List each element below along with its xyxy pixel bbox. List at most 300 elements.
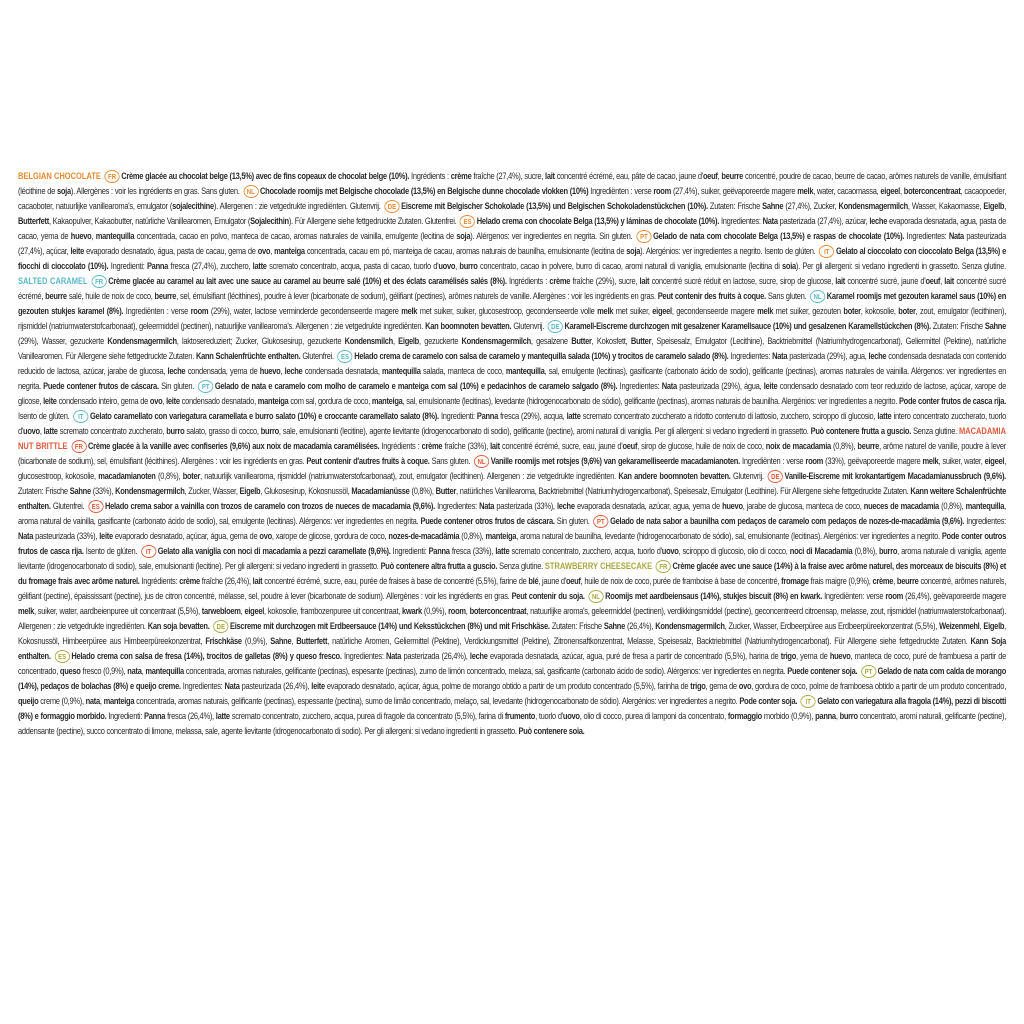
- bold-text: mantequilla: [505, 365, 545, 376]
- bold-text: lait: [252, 575, 263, 586]
- bold-text: Gelado de nata e caramelo com molho de caramelo e manteiga com sal (10%) e pedacinhos de caramelo salgado (8%).: [214, 380, 618, 391]
- bold-text: manteiga: [257, 395, 289, 406]
- bold-text: leche: [167, 365, 186, 376]
- bold-text: Kann weitere Schalenfrüchte enthalten.: [18, 485, 1007, 511]
- plain-text: salato, grasso di cocco,: [184, 425, 261, 436]
- bold-text: Butter: [571, 335, 592, 346]
- plain-text: intero concentrato zuccherato, tuorlo d': [18, 410, 1006, 436]
- plain-text: fresco (0,9%),: [80, 665, 128, 676]
- bold-text: huevo: [259, 365, 281, 376]
- plain-text: (0,9%),: [241, 635, 271, 646]
- plain-text: Senza glutine.: [497, 560, 543, 571]
- language-badge: NL: [810, 290, 825, 303]
- bold-text: manteiga: [371, 395, 403, 406]
- plain-text: Ingredienti:: [108, 260, 147, 271]
- bold-text: leche: [868, 350, 887, 361]
- bold-text: Karamell-Eiscreme durchzogen mit gesalzener Karamellsauce (10%) und gesalzenen Karamellstückchen (8%).: [564, 320, 931, 331]
- flavor-title: BELGIAN CHOCOLATE: [18, 170, 101, 181]
- bold-text: beurre: [45, 290, 67, 301]
- plain-text: pasteurizada (33%),: [33, 530, 100, 541]
- bold-text: uovo: [562, 710, 580, 721]
- plain-text: , Zucker, Wasser, Erdbeerpüree aus Erdbeerpüreekonzentrat (5,5%),: [724, 620, 940, 631]
- plain-text: , gezuckerte: [418, 335, 462, 346]
- bold-text: lait: [835, 275, 846, 286]
- bold-text: Gelato alla vaniglia con noci di macadamia a pezzi caramellate (9,6%).: [157, 545, 391, 556]
- plain-text: ,: [240, 605, 245, 616]
- bold-text: Roomijs met aardbeiensaus (14%), stukjes biscuit (8%) en kwark.: [605, 590, 822, 601]
- plain-text: Ingrédients :: [379, 440, 422, 451]
- bold-text: trigo: [690, 680, 706, 691]
- plain-text: concentrato, cacao in polvere, burro di cacao, aromi naturali di vaniglia, emulsionante (lecitina di: [477, 260, 783, 271]
- plain-text: , jarabe de glucosa, manteca de coco,: [742, 500, 864, 511]
- bold-text: Karamel roomijs met gezouten karamel saus (10%) en gezouten stukjes karamel (8%).: [18, 290, 1006, 316]
- plain-text: (0,8%),: [459, 530, 486, 541]
- bold-text: leite: [99, 530, 113, 541]
- language-badge: ES: [460, 215, 475, 228]
- bold-text: Kann Soja enthalten.: [18, 635, 1006, 661]
- bold-text: huevo: [70, 230, 92, 241]
- plain-text: ,: [280, 365, 285, 376]
- plain-text: scremato concentrato zuccherato,: [57, 425, 167, 436]
- plain-text: , Kakaopulver, Kakaobutter, natürliche Vanillearomen, Emulgator (: [48, 215, 251, 226]
- bold-text: mantequilla: [965, 500, 1005, 511]
- flavor-title: SALTED CARAMEL: [18, 275, 88, 286]
- plain-text: scremato concentrato, acqua, pasta di cacao, tuorlo d': [266, 260, 439, 271]
- plain-text: , gesalzene: [530, 335, 572, 346]
- bold-text: oeuf: [925, 275, 941, 286]
- plain-text: Ingrédients:: [139, 575, 180, 586]
- plain-text: fraîche (29%), sucre,: [570, 275, 640, 286]
- bold-text: crème: [179, 575, 200, 586]
- bold-text: uovo: [23, 425, 40, 436]
- bold-text: Gelato al cioccolato con cioccolato Belga (13,5%) e fiocchi di cioccolato (10%).: [18, 245, 1006, 271]
- bold-text: boterconcentraat: [469, 605, 527, 616]
- bold-text: soja: [456, 230, 471, 241]
- language-badge: PT: [593, 515, 608, 528]
- bold-text: Nata: [762, 215, 778, 226]
- plain-text: fraîche (27,4%), sucre,: [471, 170, 546, 181]
- bold-text: sojalecithine: [172, 200, 214, 211]
- bold-text: Eigelb: [239, 485, 261, 496]
- bold-text: oeuf: [702, 170, 718, 181]
- bold-text: Gelato con variegatura alla fragola (14%), pezzi di biscotti (8%) e formaggio morbido.: [18, 695, 1006, 721]
- plain-text: concentré, poudre de cacao, beurre de cacao, arômes naturels de vanille, émulsifiant (lécithine de: [18, 170, 1006, 196]
- bold-text: Gelato caramellato con variegatura caramellata e burro salato (10%) e croccante caramellato salato (8%).: [89, 410, 439, 421]
- plain-text: Senza glutine.: [911, 425, 957, 436]
- plain-text: , tuorlo d': [535, 710, 563, 721]
- plain-text: evaporado desnatado, água, pasta de cacau, gema de: [84, 245, 258, 256]
- bold-text: Crème glacée à la vanille avec confiseries (9,6%) aux noix de macadamia caramélisées.: [88, 440, 380, 451]
- bold-text: Macadamianüsse: [351, 485, 410, 496]
- plain-text: condensado desnatado com teor reduzido de lactose, açúcar, xarope de glicose,: [18, 380, 1006, 406]
- bold-text: room: [885, 590, 904, 601]
- plain-text: (29%), water, lactose verminderde gecondenseerde magere: [208, 305, 402, 316]
- bold-text: crème: [549, 275, 571, 286]
- plain-text: met suiker, gezouten: [773, 305, 844, 316]
- bold-text: lait: [639, 275, 650, 286]
- plain-text: evaporado desnatado, açúcar, água, gema de: [112, 530, 260, 541]
- bold-text: Nata: [224, 680, 240, 691]
- plain-text: frais maigre (0,9%),: [808, 575, 873, 586]
- plain-text: ,: [940, 275, 945, 286]
- bold-text: Nata: [772, 350, 788, 361]
- plain-text: Ingredientes:: [904, 230, 949, 241]
- plain-text: concentrato, aromi naturali, gelificante (pectine), addensante (pectine), succo concentrato di limone, melassa, sale, agente lievitante (idrogenocarbonato di sodio). Per gli allergeni: si vedano ingredienti in grassetto.: [18, 710, 1007, 736]
- bold-text: Nata: [18, 530, 34, 541]
- bold-text: Kan boomnoten bevatten.: [425, 320, 512, 331]
- plain-text: , sal, emulgente (lecitinas), gasificante (carbonato ácido de sodio), gelificante (pectinas), aromas naturales de vainilla. Alérgenos: ver ingredientes en negrita.: [18, 365, 1006, 391]
- plain-text: , kokosolie, frambozenpuree uit concentraat,: [264, 605, 403, 616]
- plain-text: , manteca de coco, puré de frambuesa a partir de concentrado,: [18, 650, 1006, 676]
- plain-text: concentrada, cacao en polvo, manteca de cacao, aromas naturales de vainilla, emulgente (lecitina de: [134, 230, 457, 241]
- bold-text: melk: [401, 305, 418, 316]
- bold-text: oeuf: [565, 575, 581, 586]
- bold-text: Eigelb: [983, 200, 1005, 211]
- bold-text: kwark: [402, 605, 422, 616]
- plain-text: concentrada, cacau em pó, manteiga de cacau, aromas naturais de baunilha, emulsionante (lecitina de: [304, 245, 627, 256]
- bold-text: leche: [556, 500, 575, 511]
- bold-text: crème: [872, 575, 894, 586]
- bold-text: boterconcentraat: [903, 185, 961, 196]
- plain-text: , Glukosesirup, Kokosnussöl,: [260, 485, 352, 496]
- bold-text: Kondensmagermilch: [115, 485, 185, 496]
- bold-text: Butterfett: [18, 215, 49, 226]
- bold-text: eigeel: [984, 455, 1005, 466]
- bold-text: Chocolade roomijs met Belgische chocolade (13,5%) en Belgische dunne chocolade vlokken (10%): [260, 185, 589, 196]
- bold-text: leite: [166, 395, 180, 406]
- bold-text: trigo: [780, 650, 797, 661]
- plain-text: Ingredientes:: [617, 380, 662, 391]
- bold-text: latte: [43, 425, 58, 436]
- plain-text: condensada, yema de: [185, 365, 260, 376]
- plain-text: ,: [91, 230, 96, 241]
- plain-text: scremato concentrato, zucchero, acqua, purea di fragole da concentrato (5,5%), farina di: [229, 710, 505, 721]
- plain-text: salé, huile de noix de coco,: [66, 290, 155, 301]
- bold-text: melk: [757, 305, 774, 316]
- bold-text: ovo: [149, 395, 163, 406]
- bold-text: Kann Schalenfrüchte enthalten.: [195, 350, 301, 361]
- bold-text: Helado crema de caramelo con salsa de caramelo y mantequilla salada (10%) y trocitos de caramelo salado (8%).: [354, 350, 729, 361]
- bold-text: Gelado de nata com chocolate Belga (13,5%) e raspas de chocolate (10%).: [653, 230, 905, 241]
- plain-text: pasteurizada (29%), água,: [676, 380, 764, 391]
- language-badge: NL: [243, 185, 258, 198]
- plain-text: scremato concentrato, zucchero, acqua, tuorlo d': [509, 545, 662, 556]
- plain-text: (33%),: [90, 485, 116, 496]
- bold-text: Weizenmehl: [939, 620, 980, 631]
- plain-text: , aroma naturale di vaniglia, agente lievitante (idrogenocarbonato di sodio), sale, emulsionanti (lecitine). Per gli allergeni: si vedano ingredienti in grassetto.: [18, 545, 1006, 571]
- plain-text: fraîche (26,4%),: [199, 575, 253, 586]
- bold-text: burro: [878, 545, 898, 556]
- bold-text: Peut contenir des fruits à coque.: [657, 290, 766, 301]
- plain-text: , suiker, water,: [938, 455, 985, 466]
- plain-text: , huile de noix de coco, purée de framboise à base de concentré,: [580, 575, 782, 586]
- plain-text: ,: [99, 695, 104, 706]
- bold-text: Panna: [146, 260, 169, 271]
- plain-text: ,: [717, 170, 722, 181]
- plain-text: concentré sucré réduit en lactose, sucre, sirop de glucose,: [649, 275, 836, 286]
- plain-text: scremato concentrato zuccherato a ridotto contenuto di lattosio, zucchero, sciroppo di glucosio,: [580, 410, 878, 421]
- bold-text: eigeel: [652, 305, 672, 316]
- plain-text: pasterizada (33%),: [494, 500, 557, 511]
- plain-text: ). Alérgenos: ver ingredientes en negrita. Sin gluten.: [470, 230, 633, 241]
- bold-text: manteiga: [103, 695, 135, 706]
- plain-text: concentré écrémé, sucre, eau, jaune d': [499, 440, 623, 451]
- language-badge: DE: [548, 320, 563, 333]
- bold-text: Può contenere altra frutta a guscio.: [380, 560, 498, 571]
- bold-text: macadamianoten: [98, 470, 156, 481]
- language-badge: DE: [768, 470, 783, 483]
- plain-text: pasterizada (29%), agua,: [787, 350, 869, 361]
- bold-text: melk: [922, 455, 939, 466]
- plain-text: Glutenvrij.: [511, 320, 545, 331]
- plain-text: pasteurizada (27,4%), açúcar,: [18, 230, 1006, 256]
- plain-text: , zout, emulgator (lecithinen), rijsmiddel (natriumwaterstofcarbonaat), geleermiddel (pectinen), natuurlijke vanillearoma's. Allergenen : zie vetgedrukte ingrediënten.: [18, 305, 1007, 331]
- language-badge: ES: [88, 500, 103, 513]
- bold-text: Pode conter outros frutos de casca rija.: [18, 530, 1006, 556]
- bold-text: nozes-de-macadâmia: [388, 530, 460, 541]
- plain-text: , sal, emulsionante (lecitinas), levedante (hidrogenocarbonato de sódio), gelificante (pectinas), aromas naturais de baunilha. Alergénios: ver ingredientes a negrito.: [402, 395, 899, 406]
- bold-text: Kondensmilch: [344, 335, 393, 346]
- bold-text: latte: [215, 710, 230, 721]
- plain-text: Ingredienti:: [106, 710, 145, 721]
- plain-text: concentré écrémé, sucre, eau, purée de fraises à base de concentré (5,5%), farine de: [262, 575, 529, 586]
- plain-text: , olio di cocco, purea di lamponi da concentrato,: [579, 710, 728, 721]
- plain-text: (0,8%),: [938, 500, 966, 511]
- plain-text: Ingredienti:: [390, 545, 429, 556]
- bold-text: ovo: [259, 530, 272, 541]
- bold-text: Kan soja bevatten.: [147, 620, 210, 631]
- bold-text: frumento: [504, 710, 536, 721]
- bold-text: mantequilla: [145, 665, 184, 676]
- bold-text: ovo: [738, 680, 752, 691]
- plain-text: , arôme naturel de vanille, poudre à lever (bicarbonate de sodium), sel, émulsifiant (lécithines). Allergènes : voir les ingrédients en gras.: [18, 440, 1007, 466]
- bold-text: Eigelb: [983, 620, 1005, 631]
- bold-text: Butterfett: [296, 635, 328, 646]
- plain-text: , natürliche Aromen, Geliermittel (Pektine), Verdickungsmittel (Pektine), Zitronensaftkonzentrat, Melasse, Speisesalz, Backtriebmittel (Natriumhydrogencarbonat). Für Allergene siehe fettgedruckte Zutaten.: [327, 635, 971, 646]
- bold-text: Puede contener soja.: [787, 665, 858, 676]
- plain-text: ,: [39, 425, 44, 436]
- bold-text: oeuf: [622, 440, 638, 451]
- bold-text: leche: [869, 215, 888, 226]
- bold-text: crème: [421, 440, 443, 451]
- language-badge: IT: [819, 245, 834, 258]
- plain-text: condensada desnatada,: [302, 365, 383, 376]
- plain-text: Ingredienti:: [438, 410, 477, 421]
- bold-text: Kondensmagermilch: [461, 335, 531, 346]
- plain-text: condensado inteiro, gema de: [56, 395, 150, 406]
- plain-text: (26,4%), geëvaporeerde magere: [903, 590, 1006, 601]
- bold-text: Kan andere boomnoten bevatten.: [618, 470, 731, 481]
- bold-text: Eiscreme mit Belgischer Schokolade (13,5%) und Belgischen Schokoladenstückchen (10%).: [401, 200, 708, 211]
- bold-text: panna: [815, 710, 836, 721]
- language-badge: DE: [384, 200, 399, 213]
- bold-text: Sahne: [69, 485, 91, 496]
- bold-text: latte: [877, 410, 892, 421]
- bold-text: noix de macadamia: [765, 440, 831, 451]
- plain-text: , natürliches Vanillearoma, Backtriebmittel (Natriumhydrogencarbonat), Speisesalz, Emulgator (Lecithine). Für Allergene siehe fettgedruckte Zutaten.: [456, 485, 911, 496]
- bold-text: Eiscreme mit durchzogen mit Erdbeersauce (14%) und Keksstückchen (8%) und mit Frischkäse.: [230, 620, 550, 631]
- bold-text: leche: [284, 365, 303, 376]
- plain-text: , Wasser, Kakaomasse,: [907, 200, 984, 211]
- language-badge: PT: [636, 230, 651, 243]
- plain-text: ). Für Allergene siehe fettgedruckte Zutaten. Glutenfrei.: [288, 215, 457, 226]
- bold-text: Panna: [428, 545, 450, 556]
- plain-text: (33%), geëvaporeerde magere: [823, 455, 923, 466]
- bold-text: huevo: [722, 500, 743, 511]
- plain-text: ). Per gli allergeni: si vedano ingredienti in grassetto. Senza glutine.: [795, 260, 1006, 271]
- plain-text: ,: [899, 185, 904, 196]
- plain-text: Ingredientes:: [964, 515, 1006, 526]
- language-badge: FR: [656, 560, 671, 573]
- bold-text: Crème glacée avec une sauce (14%) à la fraise avec arôme naturel, des morceaux de biscuits (8%) et du fromage frais avec arôme naturel.: [18, 560, 1006, 586]
- plain-text: pasterizada (26,4%),: [401, 650, 470, 661]
- bold-text: Nata: [661, 380, 677, 391]
- bold-text: boter: [182, 470, 201, 481]
- plain-text: creme (0,9%),: [38, 695, 86, 706]
- plain-text: Ingredientes:: [728, 350, 773, 361]
- plain-text: Ingrédients :: [506, 275, 550, 286]
- plain-text: pasteurizada (26,4%),: [239, 680, 312, 691]
- plain-text: pasterizada (27,4%), azúcar,: [777, 215, 870, 226]
- bold-text: queijo: [18, 695, 39, 706]
- bold-text: room: [448, 605, 466, 616]
- bold-text: ovo: [257, 245, 271, 256]
- plain-text: Zutaten: Frische: [18, 485, 70, 496]
- plain-text: ,: [979, 620, 984, 631]
- plain-text: , Speisesalz, Emulgator (Lecithine), Backtriebmittel (Natriumhydrogencarbonat), Geliermittel (Pektine), natürliche Vanillearomen. Für Allergene siehe fettgedruckte Zutaten.: [18, 335, 1007, 361]
- plain-text: ,: [291, 635, 297, 646]
- plain-text: evaporada desnatada, agua, pasta de cacao, yema de: [18, 215, 1006, 241]
- bold-text: Helado crema con salsa de fresa (14%), trocitos de galletas (8%) y queso fresco.: [71, 650, 342, 661]
- bold-text: Puede contener otros frutos de cáscara.: [420, 515, 555, 526]
- bold-text: Pode conter soja.: [739, 695, 798, 706]
- language-badge: PT: [198, 380, 213, 393]
- bold-text: room: [190, 305, 209, 316]
- bold-text: Sahne: [270, 635, 292, 646]
- bold-text: tarwebloem: [201, 605, 241, 616]
- plain-text: fraîche (33%),: [442, 440, 491, 451]
- bold-text: Può contenere soia.: [518, 725, 585, 736]
- plain-text: ). Allergènes : voir les ingrédients en gras. Sans gluten.: [70, 185, 240, 196]
- plain-text: condensada desnatada con contenido reducido de lactosa, azúcar, jarabe de glucosa,: [18, 350, 1006, 376]
- plain-text: evaporada desnatada, azúcar, agua, puré de fresa a partir de concentrado (5,5%), harina de: [487, 650, 781, 661]
- bold-text: blé: [528, 575, 539, 586]
- plain-text: (26,4%),: [624, 620, 656, 631]
- bold-text: mantequilla: [95, 230, 135, 241]
- plain-text: Ingredientes:: [434, 500, 480, 511]
- bold-text: Nata: [386, 650, 402, 661]
- plain-text: morbido (0,9%),: [761, 710, 816, 721]
- bold-text: Helado crema sabor a vainilla con trozos de caramelo con trozos de nueces de macadamia (9,6%).: [104, 500, 435, 511]
- plain-text: , gordura de coco, polme de framboesa obtido a partir de um produto concentrado,: [751, 680, 1006, 691]
- bold-text: beurre: [154, 290, 177, 301]
- bold-text: manteiga: [485, 530, 517, 541]
- bold-text: crème: [450, 170, 472, 181]
- plain-text: met suiker,: [613, 305, 653, 316]
- plain-text: , cacaopoeder, cacaoboter, natuurlijke vanillearoma's, emulgator (: [18, 185, 1007, 211]
- plain-text: ,: [455, 260, 460, 271]
- language-badge: NL: [474, 455, 489, 468]
- bold-text: room: [805, 455, 824, 466]
- plain-text: ,: [392, 335, 399, 346]
- plain-text: , laktosereduziert; Zucker, Glukosesirup, gezuckerte: [176, 335, 345, 346]
- bold-text: leite: [43, 395, 57, 406]
- plain-text: Zutaten: Frische: [930, 320, 985, 331]
- plain-text: Sin gluten.: [554, 515, 590, 526]
- bold-text: beurre: [857, 440, 880, 451]
- bold-text: latte: [252, 260, 267, 271]
- language-badge: FR: [91, 275, 106, 288]
- flavor-title: STRAWBERRY CHEESECAKE: [544, 560, 653, 571]
- plain-text: concentrada, aromas naturales, gelificante (pectinas), espesante (pectinas), zumo de limón concentrado, melaza, sal, gasificante (carbonato ácido de sodio). Alérgenos: ver ingredientes en negrita.: [183, 665, 788, 676]
- plain-text: , natuurlijke aroma's, geleermiddel (pectinen), verdikkingsmiddel (pectine), geconcentreerd citroensap, melasse, zout, rijsmiddel (natriumwaterstofcarbonaat). Allergenen : zie vetgedrukte ingrediënten.: [18, 605, 1007, 631]
- plain-text: , gecondenseerde magere: [671, 305, 758, 316]
- plain-text: , gema de: [705, 680, 739, 691]
- bold-text: room: [653, 185, 671, 196]
- plain-text: Ingrédients :: [409, 170, 451, 181]
- bold-text: Panna: [476, 410, 498, 421]
- bold-text: noci di Macadamia: [789, 545, 853, 556]
- plain-text: Ingrediënten: verse: [822, 590, 886, 601]
- plain-text: ,: [162, 395, 167, 406]
- bold-text: Sahne: [984, 320, 1006, 331]
- plain-text: Sans gluten.: [429, 455, 471, 466]
- bold-text: Gelado de nata com calda de morango (14%), pedaços de bolachas (8%) e queijo creme.: [18, 665, 1006, 691]
- bold-text: Butter: [435, 485, 457, 496]
- plain-text: , Kokosfett,: [591, 335, 631, 346]
- bold-text: eigeel: [880, 185, 900, 196]
- plain-text: , sirop de glucose, huile de noix de coco,: [637, 440, 766, 451]
- plain-text: , water, cacaomassa,: [813, 185, 881, 196]
- bold-text: Sahne: [603, 620, 625, 631]
- bold-text: formaggio: [727, 710, 762, 721]
- plain-text: concentré sucré écrémé,: [18, 275, 1006, 301]
- bold-text: Crème glacée au caramel au lait avec une sauce au caramel au beurre salé (10%) et des éclats caramélisés salés (8%).: [108, 275, 507, 286]
- plain-text: ). Allergenen : zie vetgedrukte ingrediënten. Glutenvrij.: [213, 200, 381, 211]
- plain-text: , sel, émulsifiant (lécithines), poudre à lever (bicarbonate de sodium), gélifiant (pectines), arômes naturels de vanille. Allergènes : voir les ingrédients en gras.: [176, 290, 658, 301]
- bold-text: melk: [797, 185, 814, 196]
- language-badge: PT: [861, 665, 876, 678]
- bold-text: burro: [839, 710, 858, 721]
- plain-text: Ingrediënten : verse: [739, 455, 806, 466]
- plain-text: met suiker, suiker, glucosestroop, gecondenseerde volle: [417, 305, 598, 316]
- plain-text: fresca (29%), acqua,: [497, 410, 567, 421]
- bold-text: leite: [70, 245, 85, 256]
- bold-text: Sahne: [762, 200, 784, 211]
- bold-text: burro: [166, 425, 185, 436]
- bold-text: Sojalecithin: [250, 215, 289, 226]
- bold-text: burro: [260, 425, 279, 436]
- bold-text: nueces de macadamia: [863, 500, 939, 511]
- bold-text: queso: [59, 665, 81, 676]
- plain-text: (0,8%),: [155, 470, 183, 481]
- plain-text: Ingredientes:: [341, 650, 387, 661]
- plain-text: ,: [270, 245, 275, 256]
- language-badge: NL: [588, 590, 603, 603]
- plain-text: fresca (26,4%),: [165, 710, 216, 721]
- bold-text: soja: [56, 185, 71, 196]
- language-badge: IT: [141, 545, 156, 558]
- bold-text: melk: [597, 305, 614, 316]
- bold-text: boter: [843, 305, 861, 316]
- plain-text: Zutaten: Frische: [707, 200, 763, 211]
- bold-text: Kondensmagermilch: [838, 200, 908, 211]
- bold-text: Peut contenir d'autres fruits à coque.: [306, 455, 430, 466]
- plain-text: (0,8%),: [830, 440, 858, 451]
- bold-text: burro: [459, 260, 478, 271]
- plain-text: , xarope de glicose, gordura de coco,: [271, 530, 389, 541]
- bold-text: soja: [626, 245, 641, 256]
